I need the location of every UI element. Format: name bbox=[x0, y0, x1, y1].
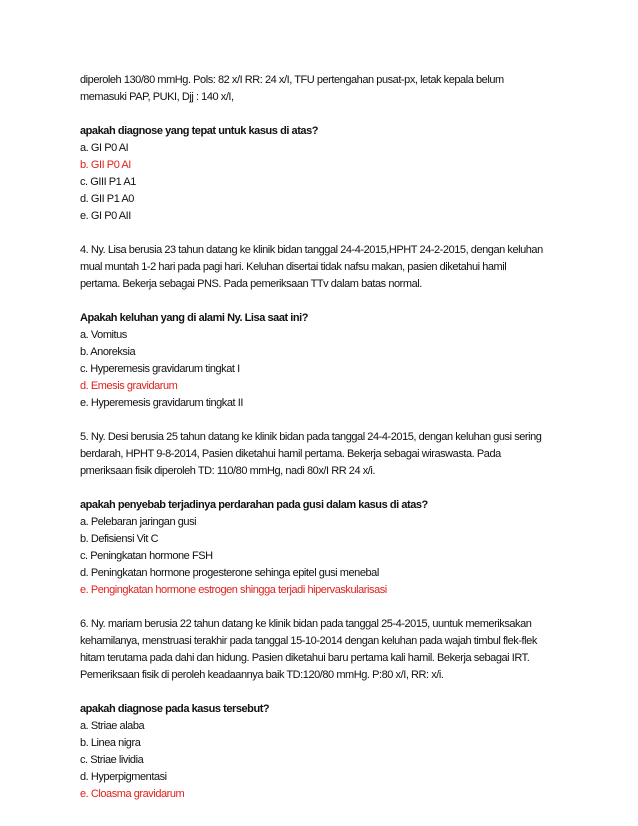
option-e: e. Hyperemesis gravidarum tingkat II bbox=[80, 397, 243, 409]
option-a: a. Vomitus bbox=[80, 329, 127, 341]
case-text-line: berdarah, HPHT 9-8-2014, Pasien diketahui hamil pertama. Bekerja sebagai wiraswasta. Pada bbox=[80, 448, 501, 460]
option-e: e. GI P0 AII bbox=[80, 210, 131, 222]
case-text-line: pertama. Bekerja sebagai PNS. Pada pemeriksaan TTv dalam batas normal. bbox=[80, 278, 422, 290]
case-text-line: pmeriksaan fisik diperoleh TD: 110/80 mmHg, nadi 80x/I RR 24 x/i. bbox=[80, 465, 375, 477]
option-b: b. Linea nigra bbox=[80, 737, 141, 749]
option-e-correct: e. Cloasma gravidarum bbox=[80, 788, 185, 800]
option-e-correct: e. Pengingkatan hormone estrogen shingga terjadi hipervaskularisasi bbox=[80, 584, 387, 596]
case-text-line: hitam terutama pada dahi dan hidung. Pasien diketahui baru pertama kali hamil. Bekerja sebagai IRT. bbox=[80, 652, 530, 664]
case-text-line: 6. Ny. mariam berusia 22 tahun datang ke klinik bidan pada tanggal 25-4-2015, uuntuk memeriksakan bbox=[80, 618, 532, 630]
case-text-line: memasuki PAP, PUKI, Djj : 140 x/I, bbox=[80, 91, 234, 103]
case-text-line: mual muntah 1-2 hari pada pagi hari. Keluhan disertai tidak nafsu makan, pasien diketahui hamil bbox=[80, 261, 507, 273]
option-d: d. Peningkatan hormone progesterone sehinga epitel gusi menebal bbox=[80, 567, 379, 579]
case-text-line: 5. Ny. Desi berusia 25 tahun datang ke klinik bidan pada tanggal 24-4-2015, dengan keluhan gusi sering bbox=[80, 431, 542, 443]
question-text: apakah diagnose yang tepat untuk kasus di atas? bbox=[80, 125, 319, 137]
option-d: d. Hyperpigmentasi bbox=[80, 771, 167, 783]
option-d: d. GII P1 A0 bbox=[80, 193, 134, 205]
option-a: a. Pelebaran jaringan gusi bbox=[80, 516, 197, 528]
case-text-line: 4. Ny. Lisa berusia 23 tahun datang ke klinik bidan tanggal 24-4-2015,HPHT 24-2-2015, dengan keluhan bbox=[80, 244, 543, 256]
option-c: c. Hyperemesis gravidarum tingkat I bbox=[80, 363, 240, 375]
case-text-line: diperoleh 130/80 mmHg. Pols: 82 x/I RR: 24 x/I, TFU pertengahan pusat-px, letak kepala belum bbox=[80, 74, 504, 86]
case-text-line: Pemeriksaan fisik di peroleh keadaannya baik TD:120/80 mmHg. P:80 x/I, RR: x/i. bbox=[80, 669, 444, 681]
question-text: Apakah keluhan yang di alami Ny. Lisa saat ini? bbox=[80, 312, 309, 324]
question-text: apakah penyebab terjadinya perdarahan pada gusi dalam kasus di atas? bbox=[80, 499, 428, 511]
case-text-line: kehamilanya, menstruasi terakhir pada tanggal 15-10-2014 dengan keluhan pada wajah timbul flek-flek bbox=[80, 635, 537, 647]
option-b-correct: b. GII P0 AI bbox=[80, 159, 131, 171]
question-text: apakah diagnose pada kasus tersebut? bbox=[80, 703, 270, 715]
option-a: a. Striae alaba bbox=[80, 720, 145, 732]
option-d-correct: d. Emesis gravidarum bbox=[80, 380, 178, 392]
option-c: c. Striae lividia bbox=[80, 754, 144, 766]
option-a: a. GI P0 AI bbox=[80, 142, 129, 154]
option-b: b. Anoreksia bbox=[80, 346, 136, 358]
option-c: c. GIII P1 A1 bbox=[80, 176, 136, 188]
document-page bbox=[80, 72, 580, 803]
option-c: c. Peningkatan hormone FSH bbox=[80, 550, 213, 562]
option-b: b. Defisiensi Vit C bbox=[80, 533, 159, 545]
